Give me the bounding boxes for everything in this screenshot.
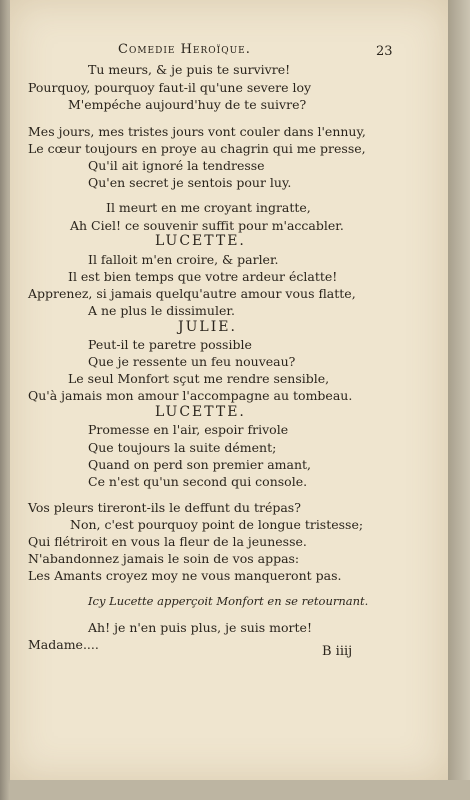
speaker-name: LUCETTE.	[155, 233, 246, 249]
verse-line: Quand on perd son premier amant,	[88, 457, 312, 472]
verse-line: Pourquoy, pourquoy faut-il qu'une severe loy	[28, 80, 312, 95]
stage-direction: Icy Lucette apperçoit Monfort en se retournant.	[88, 594, 369, 608]
verse-line: M'empéche aujourd'huy de te suivre?	[68, 97, 307, 112]
verse-line: Ah Ciel! ce souvenir suffit pour m'accabler.	[70, 218, 344, 233]
verse-line: Qui flétriroit en vous la fleur de la jeunesse.	[28, 534, 307, 549]
speaker-name: JULIE.	[178, 319, 237, 335]
verse-line: Qu'en secret je sentois pour luy.	[88, 175, 292, 190]
verse-line: Que toujours la suite dément;	[88, 440, 277, 455]
running-title: Comedie Heroïque.	[118, 42, 251, 57]
verse-line: Que je ressente un feu nouveau?	[88, 354, 296, 369]
verse-line: Peut-il te paretre possible	[88, 337, 252, 352]
verse-line: Qu'à jamais mon amour l'accompagne au tombeau.	[28, 388, 353, 403]
signature-mark: B iiij	[322, 644, 353, 659]
book-spine	[0, 0, 10, 800]
book-page	[10, 0, 448, 781]
verse-line: Il est bien temps que votre ardeur éclatte!	[68, 269, 338, 284]
speaker-name: LUCETTE.	[155, 404, 246, 420]
verse-line: Non, c'est pourquoy point de longue tristesse;	[70, 517, 364, 532]
verse-line: A ne plus le dissimuler.	[88, 303, 235, 318]
verse-line: Il meurt en me croyant ingratte,	[106, 200, 311, 215]
verse-line: Mes jours, mes tristes jours vont couler dans l'ennuy,	[28, 124, 366, 139]
page-edge	[448, 0, 470, 800]
verse-line: Promesse en l'air, espoir frivole	[88, 422, 289, 437]
verse-line: Le seul Monfort sçut me rendre sensible,	[68, 371, 330, 386]
verse-line: Tu meurs, & je puis te survivre!	[88, 62, 291, 77]
verse-line: Ce n'est qu'un second qui console.	[88, 474, 308, 489]
page-text	[10, 0, 448, 780]
verse-line: Qu'il ait ignoré la tendresse	[88, 158, 265, 173]
verse-line: Ah! je n'en puis plus, je suis morte!	[88, 620, 312, 635]
page-bottom-edge	[10, 780, 470, 800]
verse-line: Il falloit m'en croire, & parler.	[88, 252, 279, 267]
page-number: 23	[376, 44, 393, 59]
verse-line: N'abandonnez jamais le soin de vos appas:	[28, 551, 300, 566]
verse-line: Le cœur toujours en proye au chagrin qui me presse,	[28, 141, 366, 156]
verse-line: Les Amants croyez moy ne vous manqueront pas.	[28, 568, 342, 583]
verse-line: Apprenez, si jamais quelqu'autre amour vous flatte,	[28, 286, 356, 301]
verse-line: Madame....	[28, 637, 99, 652]
verse-line: Vos pleurs tireront-ils le deffunt du trépas?	[28, 500, 301, 515]
